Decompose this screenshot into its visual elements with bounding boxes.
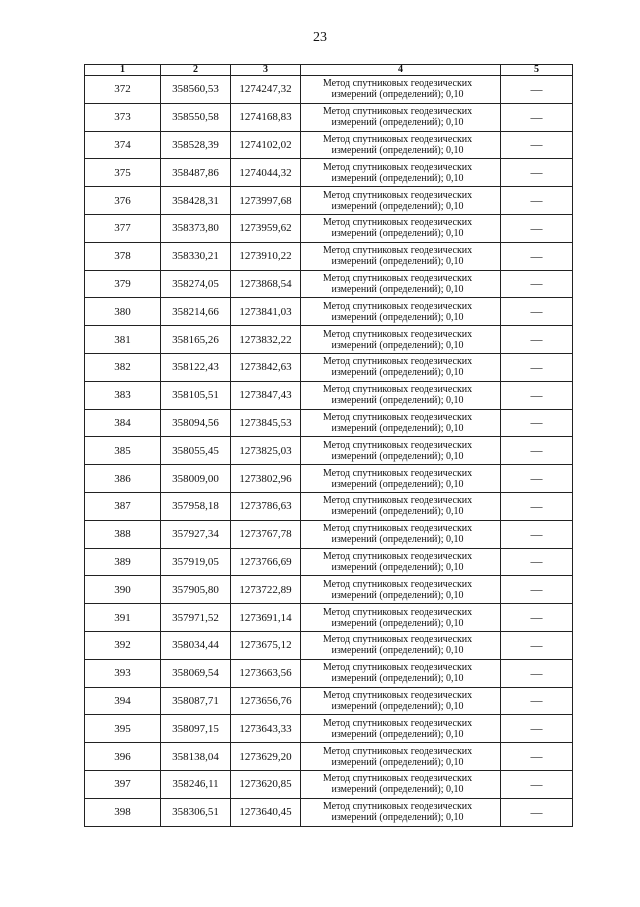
table-row	[85, 214, 573, 242]
column-header: 3	[231, 65, 301, 76]
coordinate-y-cell: 1273959,62	[231, 214, 301, 242]
point-number-cell: 398	[85, 798, 161, 826]
column-5-cell: —	[501, 381, 573, 409]
method-text-line: Метод спутниковых геодезических	[322, 384, 473, 396]
coordinate-x-cell: 358246,11	[161, 770, 231, 798]
method-text-line: измерений (определений); 0,10	[331, 422, 464, 434]
coordinate-y-cell: 1273722,89	[231, 576, 301, 604]
point-number-cell: 378	[85, 242, 161, 270]
column-5-cell: —	[501, 76, 573, 104]
coordinate-y-cell: 1273847,43	[231, 381, 301, 409]
table-row	[85, 298, 573, 326]
method-text-line: Метод спутниковых геодезических	[322, 133, 473, 145]
method-text-line: Метод спутниковых геодезических	[322, 606, 473, 618]
table-row	[85, 103, 573, 131]
coordinate-y-cell: 1274044,32	[231, 159, 301, 187]
coordinate-x-cell: 357905,80	[161, 576, 231, 604]
coordinate-x-cell: 358487,86	[161, 159, 231, 187]
coordinate-y-cell: 1273620,85	[231, 770, 301, 798]
point-number-cell: 379	[85, 270, 161, 298]
column-5-cell: —	[501, 520, 573, 548]
point-number-cell: 397	[85, 770, 161, 798]
column-5-cell: —	[501, 103, 573, 131]
table-row	[85, 631, 573, 659]
method-cell	[301, 770, 501, 798]
table-row	[85, 770, 573, 798]
coordinate-x-cell: 358097,15	[161, 715, 231, 743]
column-5-cell: —	[501, 659, 573, 687]
coordinate-y-cell: 1274247,32	[231, 76, 301, 104]
method-text-line: измерений (определений); 0,10	[331, 617, 464, 629]
coordinates-table	[84, 64, 573, 827]
column-5-cell: —	[501, 576, 573, 604]
method-text-line: Метод спутниковых геодезических	[322, 328, 473, 340]
column-5-cell: —	[501, 270, 573, 298]
method-cell	[301, 409, 501, 437]
method-cell	[301, 465, 501, 493]
point-number-cell: 394	[85, 687, 161, 715]
method-cell	[301, 659, 501, 687]
point-number-cell: 375	[85, 159, 161, 187]
method-text-line: Метод спутниковых геодезических	[322, 801, 473, 813]
point-number-cell: 388	[85, 520, 161, 548]
column-5-cell: —	[501, 631, 573, 659]
column-5-cell: —	[501, 465, 573, 493]
point-number-cell: 380	[85, 298, 161, 326]
method-text-line: измерений (определений); 0,10	[331, 144, 464, 156]
coordinate-x-cell: 358087,71	[161, 687, 231, 715]
point-number-cell: 396	[85, 743, 161, 771]
table-row	[85, 326, 573, 354]
coordinate-x-cell: 358214,66	[161, 298, 231, 326]
coordinate-x-cell: 358165,26	[161, 326, 231, 354]
method-text-line: Метод спутниковых геодезических	[322, 356, 473, 368]
column-5-cell: —	[501, 687, 573, 715]
table-row	[85, 659, 573, 687]
coordinate-x-cell: 358069,54	[161, 659, 231, 687]
point-number-cell: 384	[85, 409, 161, 437]
method-text-line: измерений (определений); 0,10	[331, 200, 464, 212]
method-cell	[301, 326, 501, 354]
coordinate-y-cell: 1273656,76	[231, 687, 301, 715]
coordinate-y-cell: 1273629,20	[231, 743, 301, 771]
method-text-line: измерений (определений); 0,10	[331, 256, 464, 268]
method-cell	[301, 715, 501, 743]
table-row	[85, 604, 573, 632]
method-cell	[301, 798, 501, 826]
point-number-cell: 391	[85, 604, 161, 632]
coordinate-x-cell: 357958,18	[161, 492, 231, 520]
column-5-cell: —	[501, 131, 573, 159]
coordinate-y-cell: 1273786,63	[231, 492, 301, 520]
method-text-line: измерений (определений); 0,10	[331, 283, 464, 295]
coordinate-x-cell: 358550,58	[161, 103, 231, 131]
column-5-cell: —	[501, 604, 573, 632]
method-cell	[301, 743, 501, 771]
point-number-cell: 389	[85, 548, 161, 576]
point-number-cell: 392	[85, 631, 161, 659]
method-cell	[301, 381, 501, 409]
coordinate-x-cell: 358274,05	[161, 270, 231, 298]
point-number-cell: 390	[85, 576, 161, 604]
coordinate-x-cell: 358560,53	[161, 76, 231, 104]
coordinate-y-cell: 1273997,68	[231, 187, 301, 215]
coordinate-y-cell: 1273832,22	[231, 326, 301, 354]
method-text-line: измерений (определений); 0,10	[331, 756, 464, 768]
coordinate-y-cell: 1273640,45	[231, 798, 301, 826]
method-text-line: Метод спутниковых геодезических	[322, 689, 473, 701]
coordinate-x-cell: 358373,80	[161, 214, 231, 242]
coordinate-y-cell: 1273841,03	[231, 298, 301, 326]
coordinate-y-cell: 1273845,53	[231, 409, 301, 437]
coordinate-y-cell: 1273663,56	[231, 659, 301, 687]
table-row	[85, 409, 573, 437]
table-row	[85, 465, 573, 493]
column-5-cell: —	[501, 715, 573, 743]
table-row	[85, 437, 573, 465]
method-cell	[301, 604, 501, 632]
table-row	[85, 715, 573, 743]
point-number-cell: 387	[85, 492, 161, 520]
method-cell	[301, 270, 501, 298]
coordinate-y-cell: 1273675,12	[231, 631, 301, 659]
method-cell	[301, 159, 501, 187]
coordinate-x-cell: 358428,31	[161, 187, 231, 215]
method-text-line: Метод спутниковых геодезических	[322, 495, 473, 507]
method-text-line: Метод спутниковых геодезических	[322, 217, 473, 229]
method-text-line: измерений (определений); 0,10	[331, 534, 464, 546]
method-cell	[301, 353, 501, 381]
table-row	[85, 743, 573, 771]
method-text-line: измерений (определений); 0,10	[331, 784, 464, 796]
column-5-cell: —	[501, 743, 573, 771]
table-row	[85, 548, 573, 576]
point-number-cell: 385	[85, 437, 161, 465]
method-text-line: Метод спутниковых геодезических	[322, 662, 473, 674]
coordinate-x-cell: 358138,04	[161, 743, 231, 771]
table-row	[85, 242, 573, 270]
point-number-cell: 381	[85, 326, 161, 354]
method-text-line: Метод спутниковых геодезических	[322, 773, 473, 785]
method-cell	[301, 437, 501, 465]
column-header: 4	[301, 65, 501, 76]
method-text-line: измерений (определений); 0,10	[331, 506, 464, 518]
method-text-line: Метод спутниковых геодезических	[322, 550, 473, 562]
coordinate-y-cell: 1274102,02	[231, 131, 301, 159]
coordinate-x-cell: 358330,21	[161, 242, 231, 270]
method-text-line: измерений (определений); 0,10	[331, 728, 464, 740]
method-cell	[301, 103, 501, 131]
column-5-cell: —	[501, 187, 573, 215]
column-5-cell: —	[501, 798, 573, 826]
method-text-line: измерений (определений); 0,10	[331, 561, 464, 573]
method-text-line: Метод спутниковых геодезических	[322, 467, 473, 479]
method-text-line: измерений (определений); 0,10	[331, 589, 464, 601]
method-text-line: измерений (определений); 0,10	[331, 311, 464, 323]
table-row	[85, 159, 573, 187]
column-header: 5	[501, 65, 573, 76]
method-text-line: Метод спутниковых геодезических	[322, 439, 473, 451]
method-text-line: измерений (определений); 0,10	[331, 645, 464, 657]
point-number-cell: 373	[85, 103, 161, 131]
method-text-line: измерений (определений); 0,10	[331, 673, 464, 685]
method-text-line: измерений (определений); 0,10	[331, 700, 464, 712]
table-row	[85, 798, 573, 826]
method-text-line: измерений (определений); 0,10	[331, 367, 464, 379]
method-text-line: Метод спутниковых геодезических	[322, 523, 473, 535]
method-cell	[301, 576, 501, 604]
method-cell	[301, 631, 501, 659]
method-text-line: измерений (определений); 0,10	[331, 812, 464, 824]
coordinate-x-cell: 358122,43	[161, 353, 231, 381]
method-cell	[301, 520, 501, 548]
method-text-line: Метод спутниковых геодезических	[322, 106, 473, 118]
method-text-line: Метод спутниковых геодезических	[322, 745, 473, 757]
coordinate-x-cell: 357927,34	[161, 520, 231, 548]
coordinate-x-cell: 358306,51	[161, 798, 231, 826]
point-number-cell: 382	[85, 353, 161, 381]
method-text-line: измерений (определений); 0,10	[331, 228, 464, 240]
method-text-line: Метод спутниковых геодезических	[322, 272, 473, 284]
method-cell	[301, 298, 501, 326]
table-row	[85, 687, 573, 715]
table-row	[85, 353, 573, 381]
method-cell	[301, 214, 501, 242]
point-number-cell: 383	[85, 381, 161, 409]
coordinate-x-cell: 358528,39	[161, 131, 231, 159]
column-5-cell: —	[501, 353, 573, 381]
method-text-line: измерений (определений); 0,10	[331, 395, 464, 407]
method-cell	[301, 131, 501, 159]
column-5-cell: —	[501, 409, 573, 437]
table-row	[85, 187, 573, 215]
method-text-line: Метод спутниковых геодезических	[322, 634, 473, 646]
coordinate-y-cell: 1273910,22	[231, 242, 301, 270]
coordinate-y-cell: 1273643,33	[231, 715, 301, 743]
column-5-cell: —	[501, 242, 573, 270]
table-row	[85, 520, 573, 548]
method-text-line: Метод спутниковых геодезических	[322, 717, 473, 729]
point-number-cell: 374	[85, 131, 161, 159]
page-number: 23	[313, 30, 327, 45]
column-5-cell: —	[501, 298, 573, 326]
coordinate-y-cell: 1274168,83	[231, 103, 301, 131]
coordinate-x-cell: 358055,45	[161, 437, 231, 465]
method-text-line: измерений (определений); 0,10	[331, 478, 464, 490]
method-cell	[301, 548, 501, 576]
method-text-line: Метод спутниковых геодезических	[322, 245, 473, 257]
table-row	[85, 76, 573, 104]
method-text-line: измерений (определений); 0,10	[331, 117, 464, 129]
coordinate-y-cell: 1273868,54	[231, 270, 301, 298]
point-number-cell: 386	[85, 465, 161, 493]
column-5-cell: —	[501, 492, 573, 520]
method-cell	[301, 687, 501, 715]
table-row	[85, 381, 573, 409]
method-text-line: Метод спутниковых геодезических	[322, 300, 473, 312]
column-5-cell: —	[501, 548, 573, 576]
method-text-line: Метод спутниковых геодезических	[322, 161, 473, 173]
method-text-line: Метод спутниковых геодезических	[322, 411, 473, 423]
method-text-line: Метод спутниковых геодезических	[322, 189, 473, 201]
point-number-cell: 393	[85, 659, 161, 687]
method-text-line: Метод спутниковых геодезических	[322, 578, 473, 590]
method-text-line: измерений (определений); 0,10	[331, 172, 464, 184]
column-header: 1	[85, 65, 161, 76]
table-row	[85, 492, 573, 520]
method-text-line: измерений (определений); 0,10	[331, 89, 464, 101]
table-body	[85, 76, 573, 827]
method-cell	[301, 492, 501, 520]
coordinate-x-cell: 358094,56	[161, 409, 231, 437]
table-row	[85, 270, 573, 298]
coordinate-y-cell: 1273802,96	[231, 465, 301, 493]
table-row	[85, 576, 573, 604]
point-number-cell: 377	[85, 214, 161, 242]
point-number-cell: 376	[85, 187, 161, 215]
coordinate-y-cell: 1273825,03	[231, 437, 301, 465]
method-cell	[301, 242, 501, 270]
table-header-row	[85, 65, 573, 76]
coordinate-x-cell: 358034,44	[161, 631, 231, 659]
coordinate-y-cell: 1273766,69	[231, 548, 301, 576]
column-5-cell: —	[501, 770, 573, 798]
point-number-cell: 395	[85, 715, 161, 743]
method-cell	[301, 76, 501, 104]
table-row	[85, 131, 573, 159]
method-cell	[301, 187, 501, 215]
point-number-cell: 372	[85, 76, 161, 104]
column-5-cell: —	[501, 159, 573, 187]
coordinate-x-cell: 358105,51	[161, 381, 231, 409]
coordinate-x-cell: 357971,52	[161, 604, 231, 632]
coordinate-y-cell: 1273767,78	[231, 520, 301, 548]
method-text-line: измерений (определений); 0,10	[331, 450, 464, 462]
column-5-cell: —	[501, 437, 573, 465]
method-text-line: Метод спутниковых геодезических	[322, 78, 473, 90]
column-5-cell: —	[501, 214, 573, 242]
coordinate-y-cell: 1273691,14	[231, 604, 301, 632]
column-5-cell: —	[501, 326, 573, 354]
method-text-line: измерений (определений); 0,10	[331, 339, 464, 351]
coordinate-y-cell: 1273842,63	[231, 353, 301, 381]
coordinate-x-cell: 357919,05	[161, 548, 231, 576]
coordinate-x-cell: 358009,00	[161, 465, 231, 493]
column-header: 2	[161, 65, 231, 76]
